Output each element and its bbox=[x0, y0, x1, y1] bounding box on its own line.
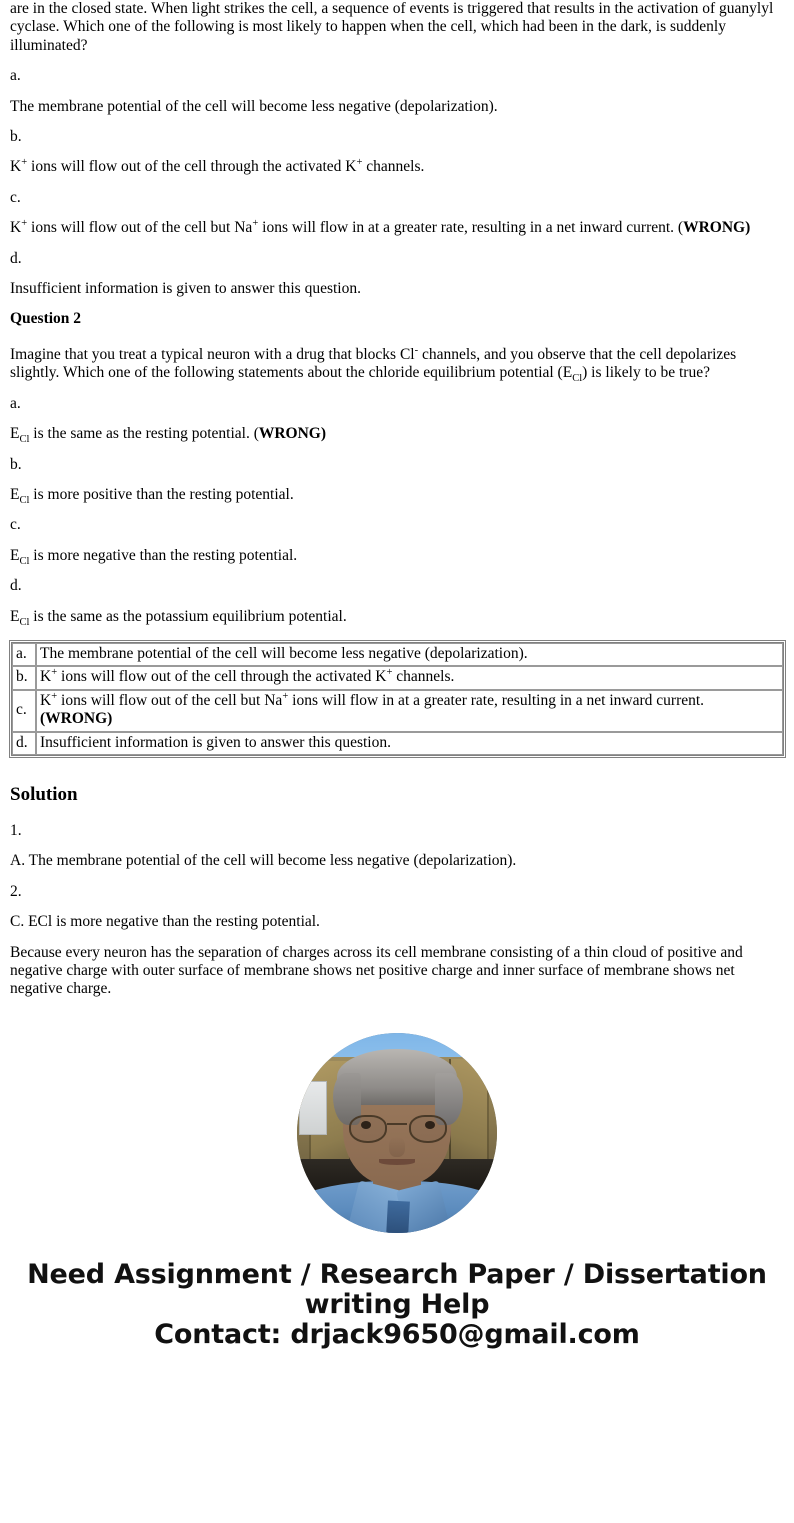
option-b-text-mid: ions will flow out of the cell through the activated K bbox=[27, 158, 357, 176]
q2a-wrong-tag: WRONG) bbox=[258, 425, 327, 443]
row1-post: channels. bbox=[392, 668, 455, 686]
q2-prompt-post: ) is likely to be true? bbox=[582, 364, 710, 382]
solution-item-2-number: 2. bbox=[10, 882, 22, 900]
avatar-mouth bbox=[379, 1159, 415, 1165]
table-row bbox=[12, 643, 783, 666]
question2-prompt bbox=[10, 346, 784, 383]
avatar-eye-right bbox=[425, 1121, 435, 1129]
option-b-text-post: channels. bbox=[362, 158, 425, 176]
avatar-eyeglasses-right-lens bbox=[409, 1115, 447, 1143]
row2-pre: K bbox=[40, 691, 52, 709]
question1-option-b-text bbox=[10, 158, 784, 176]
option-c-superscript-2: + bbox=[252, 218, 259, 230]
table-row-content bbox=[36, 643, 783, 666]
solution-explanation: Because every neuron has the separation of charges across its cell membrane consisting of a thin cloud of positive and negative charge with outer surface of membrane shows net positive charge and inner surface of membrane shows net negative charge. bbox=[10, 943, 743, 998]
option-c-text-post: ions will flow in at a greater rate, resulting in a net inward current. ( bbox=[258, 219, 684, 237]
row2-post: ions will flow in at a greater rate, resulting in a net inward current. bbox=[288, 691, 705, 709]
q2d-text: is the same as the potassium equilibrium potential. bbox=[29, 607, 347, 625]
promo-headline: Need Assignment / Research Paper / Dissertation writing Help bbox=[27, 1258, 767, 1320]
row1-sup1: + bbox=[51, 667, 58, 679]
q2c-symbol: E bbox=[10, 546, 20, 564]
table-row-label: c. bbox=[12, 690, 36, 732]
question1-option-c-letter: c. bbox=[10, 188, 21, 206]
solution-item-1-text: A. The membrane potential of the cell will become less negative (depolarization). bbox=[10, 852, 517, 870]
solution-item-1-number: 1. bbox=[10, 821, 22, 839]
avatar bbox=[297, 1033, 497, 1233]
avatar-nose bbox=[389, 1137, 405, 1157]
option-b-superscript-2: + bbox=[356, 157, 363, 169]
q2b-symbol: E bbox=[10, 485, 20, 503]
table-row bbox=[12, 666, 783, 689]
question1-option-a-letter: a. bbox=[10, 67, 21, 85]
question1-option-d-text: Insufficient information is given to answer this question. bbox=[10, 280, 361, 298]
q2b-text: is more positive than the resting potential. bbox=[29, 485, 294, 503]
solution-item-2-text: C. ECl is more negative than the resting potential. bbox=[10, 913, 320, 931]
question1-intro-paragraph: are in the closed state. When light strikes the cell, a sequence of events is triggered that results in the activation of guanylyl cyclase. Which one of the following is most likely to happen when the cell, which had been in the dark, is suddenly illuminated? bbox=[10, 0, 774, 54]
question2-option-d-letter: d. bbox=[10, 577, 22, 595]
q2c-text: is more negative than the resting potential. bbox=[29, 546, 298, 564]
promo-contact: Contact: drjack9650@gmail.com bbox=[154, 1318, 640, 1350]
q2-prompt-pre: Imagine that you treat a typical neuron with a drug that blocks Cl bbox=[10, 345, 415, 363]
option-b-text-pre: K bbox=[10, 158, 22, 176]
table-row-label: a. bbox=[12, 643, 36, 666]
q2d-symbol: E bbox=[10, 607, 20, 625]
question1-option-a-text: The membrane potential of the cell will become less negative (depolarization). bbox=[10, 97, 498, 115]
option-c-text-mid: ions will flow out of the cell but Na bbox=[27, 219, 253, 237]
q2-ecl-subscript: Cl bbox=[572, 373, 583, 385]
table-row bbox=[12, 690, 783, 732]
table-row-content bbox=[36, 690, 783, 732]
row3-pre: Insufficient information is given to answer this question. bbox=[40, 733, 391, 751]
question2-option-c-letter: c. bbox=[10, 516, 21, 534]
row1-sup2: + bbox=[386, 667, 393, 679]
row2-bold: (WRONG) bbox=[40, 710, 113, 728]
question1-option-d-letter: d. bbox=[10, 249, 22, 267]
row1-mid: ions will flow out of the cell through the activated K bbox=[57, 668, 387, 686]
q2-prompt-mid: channels, and you observe that the cell depolarizes slightly. Which one of the following statements about the chloride equilibrium potential (E bbox=[10, 345, 737, 382]
option-c-wrong-tag: WRONG) bbox=[683, 219, 751, 237]
row1-pre: K bbox=[40, 668, 52, 686]
row2-mid: ions will flow out of the cell but Na bbox=[57, 691, 283, 709]
q2b-subscript: Cl bbox=[19, 495, 30, 506]
q2c-subscript: Cl bbox=[19, 555, 30, 567]
avatar-eyeglasses-bridge bbox=[387, 1123, 407, 1125]
q2a-subscript: Cl bbox=[19, 434, 30, 446]
avatar-tie bbox=[386, 1200, 410, 1233]
q2a-symbol: E bbox=[10, 425, 20, 443]
row2-sup2: + bbox=[282, 690, 289, 702]
option-c-superscript-1: + bbox=[21, 218, 28, 230]
table-row bbox=[12, 732, 783, 755]
table-row-label: d. bbox=[12, 732, 36, 755]
row0-pre: The membrane potential of the cell will become less negative (depolarization). bbox=[40, 644, 528, 662]
q2-chloride-superscript: - bbox=[414, 344, 419, 356]
q2d-subscript: Cl bbox=[19, 616, 30, 628]
answers-table bbox=[9, 640, 786, 758]
avatar-eye-left bbox=[361, 1121, 371, 1129]
question1-option-b-letter: b. bbox=[10, 128, 22, 146]
footer-promo bbox=[10, 1260, 784, 1350]
avatar-light-switch bbox=[299, 1081, 327, 1135]
option-b-superscript-1: + bbox=[21, 157, 28, 169]
option-c-text-pre: K bbox=[10, 219, 22, 237]
table-row-content bbox=[36, 732, 783, 755]
question1-option-c-text bbox=[10, 219, 784, 237]
question2-option-c-text bbox=[10, 547, 784, 565]
question2-option-a-letter: a. bbox=[10, 394, 21, 412]
solution-heading: Solution bbox=[10, 783, 78, 805]
table-row-label: b. bbox=[12, 666, 36, 689]
row2-sup1: + bbox=[51, 690, 58, 702]
question2-option-b-text bbox=[10, 486, 784, 504]
question2-option-b-letter: b. bbox=[10, 455, 22, 473]
avatar-eyeglasses-left-lens bbox=[349, 1115, 387, 1143]
table-row-content bbox=[36, 666, 783, 689]
question2-option-d-text bbox=[10, 608, 784, 626]
question2-option-a-text bbox=[10, 425, 784, 446]
q2a-text: is the same as the resting potential. ( bbox=[29, 425, 259, 443]
portrait-block bbox=[10, 1033, 784, 1238]
question2-heading: Question 2 bbox=[10, 310, 82, 328]
answers-table-wrapper bbox=[10, 640, 784, 758]
